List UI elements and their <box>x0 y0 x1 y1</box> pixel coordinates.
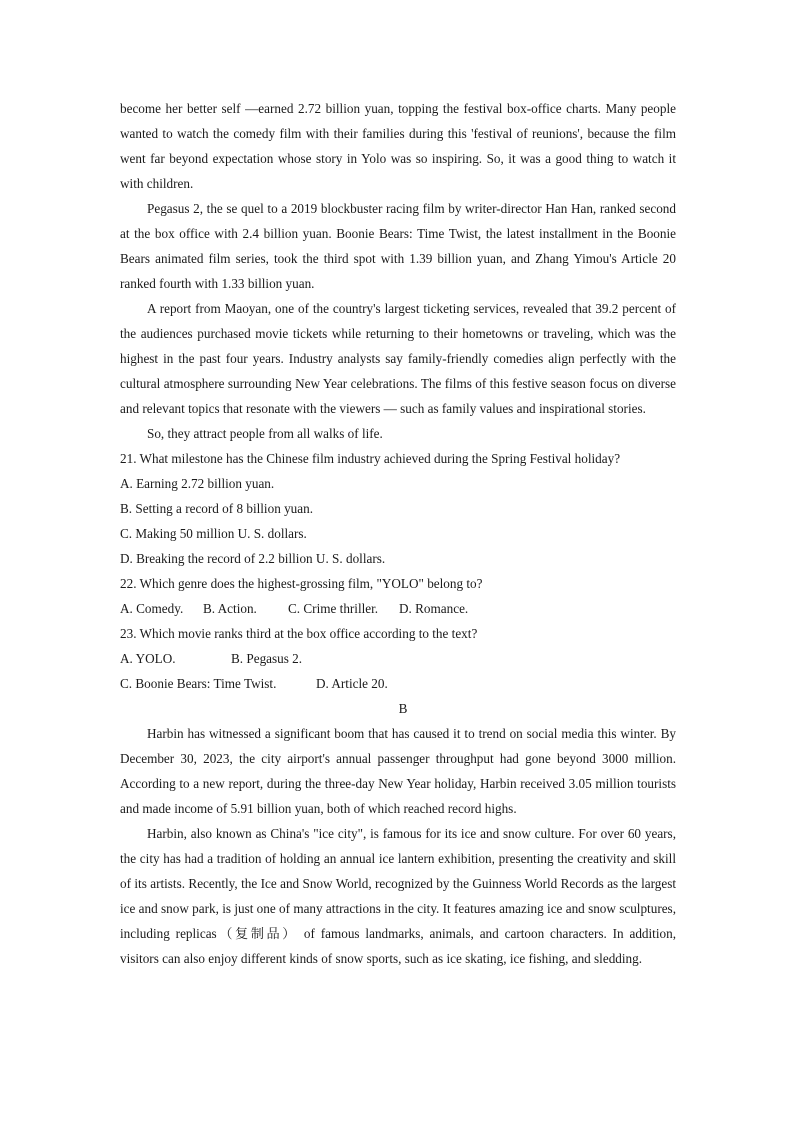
question-23-options-row-1 <box>120 646 676 671</box>
question-21-option-a: A. Earning 2.72 billion yuan. <box>120 476 275 491</box>
question-22-options <box>120 596 676 621</box>
question-21-option-b: B. Setting a record of 8 billion yuan. <box>120 501 314 516</box>
question-22-option-a: A. Comedy. <box>120 601 184 616</box>
passage-b-paragraph-1: Harbin has witnessed a significant boom that has caused it to trend on social media this winter. By December 30, 2023, the city airport's annual passenger throughput had gone beyond 3000 million. According to a new report, during the three-day New Year holiday, Harbin received 3.05 million tourists and made income of 5.91 billion yuan, both of which reached record highs. <box>120 726 676 816</box>
question-21-stem: 21. What milestone has the Chinese film industry achieved during the Spring Festival holiday? <box>120 451 621 466</box>
passage-a-paragraph-4: So, they attract people from all walks of life. <box>147 426 383 441</box>
question-21-option-c: C. Making 50 million U. S. dollars. <box>120 526 307 541</box>
passage-a-paragraph-2: Pegasus 2, the se quel to a 2019 blockbuster racing film by writer-director Han Han, ranked second at the box office with 2.4 billion yuan. Boonie Bears: Time Twist, the latest installment in the Boonie Bears animated film series, took the third spot with 1.39 billion yuan, and Zhang Yimou's Article 20 ranked fourth with 1.33 billion yuan. <box>120 201 676 291</box>
question-23-option-c: C. Boonie Bears: Time Twist. <box>120 676 277 691</box>
question-23-options-row-2 <box>120 671 676 696</box>
passage-a-paragraph-1: become her better self —earned 2.72 billion yuan, topping the festival box-office charts. Many people wanted to watch the comedy film with their families during this 'festival of reunions', because the film went far beyond expectation whose story in Yolo was so inspiring. So, it was a good thing to watch it with children. <box>120 101 676 191</box>
question-22-stem: 22. Which genre does the highest-grossing film, "YOLO" belong to? <box>120 576 483 591</box>
section-b-label: B <box>398 701 408 716</box>
document-content <box>120 96 676 971</box>
question-22-option-c: C. Crime thriller. <box>288 601 379 616</box>
question-22-option-d: D. Romance. <box>399 601 469 616</box>
question-23 <box>120 621 676 696</box>
question-21-option-d: D. Breaking the record of 2.2 billion U. S. dollars. <box>120 551 386 566</box>
question-22 <box>120 571 676 621</box>
question-21 <box>120 446 676 571</box>
question-23-stem: 23. Which movie ranks third at the box office according to the text? <box>120 626 478 641</box>
passage-a-paragraph-3: A report from Maoyan, one of the country's largest ticketing services, revealed that 39.2 percent of the audiences purchased movie tickets while returning to their hometowns or traveling, which was the highest in the past four years. Industry analysts say family-friendly comedies align perfectly with the cultural atmosphere surrounding New Year celebrations. The films of this festive season focus on diverse and relevant topics that resonate with the viewers — such as family values and inspirational stories. <box>120 301 676 416</box>
question-23-option-b: B. Pegasus 2. <box>231 651 303 666</box>
question-23-option-a: A. YOLO. <box>120 651 176 666</box>
passage-b-paragraph-2: Harbin, also known as China's "ice city", is famous for its ice and snow culture. For over 60 years, the city has had a tradition of holding an annual ice lantern exhibition, presenting the creativity and skill of its artists. Recently, the Ice and Snow World, recognized by the Guinness World Records as the largest ice and snow park, is just one of many attractions in the city. It features amazing ice and snow sculptures, including replicas（复制品） of famous landmarks, animals, and cartoon characters. In addition, visitors can also enjoy different kinds of snow sports, such as ice skating, ice fishing, and sledding. <box>120 826 676 966</box>
question-22-option-b: B. Action. <box>203 601 257 616</box>
question-23-option-d: D. Article 20. <box>316 676 388 691</box>
